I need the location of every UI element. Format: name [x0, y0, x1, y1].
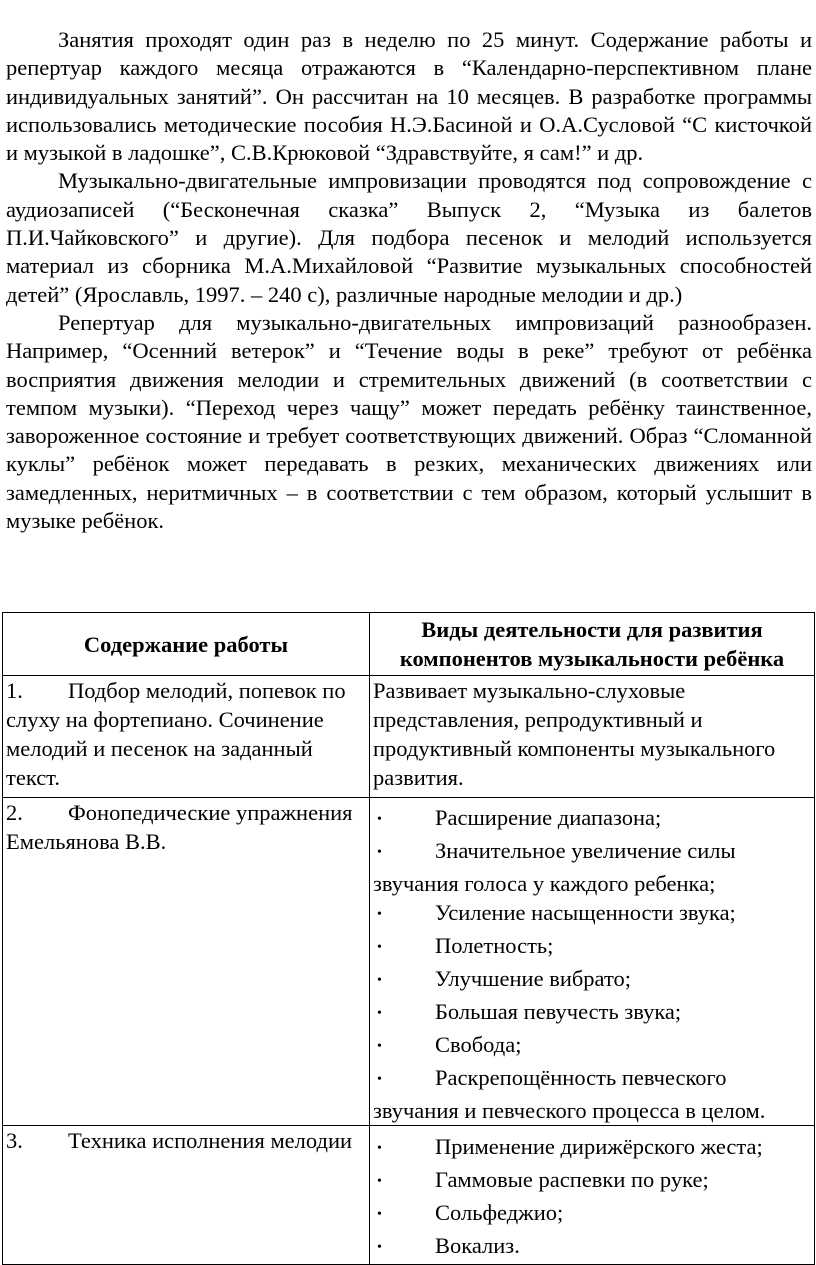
- bullet-icon: •: [377, 845, 382, 860]
- header-content: Содержание работы: [3, 613, 370, 676]
- list-item: • Раскрепощённость певческого звучания и певческого процесса в целом.: [373, 1065, 766, 1123]
- bullet-icon: •: [377, 1039, 382, 1054]
- activities-table: [2, 612, 815, 1265]
- row-3-content: [3, 1126, 370, 1265]
- bullet-icon: •: [377, 1141, 382, 1156]
- bullet-icon: •: [377, 1072, 382, 1087]
- row-3-number: 3.: [6, 1128, 23, 1153]
- row-1-number: 1.: [6, 678, 23, 703]
- row-2-number: 2.: [6, 800, 23, 825]
- row-3-activity: [370, 1126, 815, 1265]
- row-2-content-text: Фонопедические упражнения Емельянова В.В.: [6, 800, 353, 854]
- row-1-activity: Развивает музыкально-слуховые представления, репродуктивный и продуктивный компоненты музыкального развития.: [370, 676, 815, 798]
- list-item: • Применение дирижёрского жеста;: [373, 1132, 811, 1165]
- table-header-row: [3, 613, 815, 676]
- table-row: [3, 676, 815, 798]
- bullet-icon: •: [377, 1207, 382, 1222]
- bullet-icon: •: [377, 940, 382, 955]
- row-1-content: [3, 676, 370, 798]
- row-1-content-text: Подбор мелодий, попевок по слуху на фортепиано. Сочинение мелодий и песенок на заданный текст.: [6, 678, 346, 790]
- list-item: • Большая певучесть звука;: [373, 997, 811, 1030]
- table-row: [3, 798, 815, 1126]
- bullet-icon: •: [377, 812, 382, 827]
- list-item: • Улучшение вибрато;: [373, 964, 811, 997]
- bullet-icon: •: [377, 907, 382, 922]
- list-item: • Расширение диапазона;: [373, 803, 811, 836]
- row-3-content-text: Техника исполнения мелодии: [68, 1128, 353, 1153]
- row-2-activity: [370, 798, 815, 1126]
- paragraph-schedule: Занятия проходят один раз в неделю по 25 минут. Содержание работы и репертуар каждого месяца отражаются в “Календарно-перспективном плане индивидуальных занятий”. Он рассчитан на 10 месяцев. В разработке программы использовались методические пособия Н.Э.Басиной и О.А.Сусловой “С кисточкой и музыкой в ладошке”, С.В.Крюковой “Здравствуйте, я сам!” и др.: [6, 27, 812, 166]
- paragraph-improvisations: Музыкально-двигательные импровизации проводятся под сопровождение с аудиозаписей (“Бесконечная сказка” Выпуск 2, “Музыка из балетов П.И.Чайковского” и другие). Для подбора песенок и мелодий используется материал из сборника М.А.Михайловой “Развитие музыкальных способностей детей” (Ярославль, 1997. – 240 с), различные народные мелодии и др.): [6, 168, 812, 307]
- bullet-icon: •: [377, 1006, 382, 1021]
- paragraph-repertoire: Репертуар для музыкально-двигательных импровизаций разнообразен. Например, “Осенний ветерок” и “Течение воды в реке” требуют от ребёнка восприятия движения мелодии и стремительных движений (в соответствии с темпом музыки). “Переход через чащу” может передать ребёнку таинственное, завороженное состояние и требует соответствующих движений. Образ “Сломанной куклы” ребёнок может передавать в резких, механических движениях или замедленных, неритмичных – в соответствии с тем образом, который услышит в музыке ребёнок.: [6, 309, 812, 534]
- bullet-icon: •: [377, 973, 382, 988]
- bullet-icon: •: [377, 1174, 382, 1189]
- row-2-content: [3, 798, 370, 1126]
- list-item: • Гаммовые распевки по руке;: [373, 1165, 811, 1198]
- list-item: • Полетность;: [373, 931, 811, 964]
- row-3-activity-list: [373, 1132, 811, 1264]
- list-item: • Вокализ.: [373, 1231, 811, 1264]
- list-item: • Значительное увеличение силы звучания голоса у каждого ребенка;: [373, 838, 736, 896]
- row-2-activity-list: [373, 803, 811, 1125]
- table-row: [3, 1126, 815, 1265]
- list-item: • Сольфеджио;: [373, 1198, 811, 1231]
- document-body: [6, 26, 812, 535]
- list-item: • Усиление насыщенности звука;: [373, 898, 811, 931]
- header-activities: Виды деятельности для развития компонентов музыкальности ребёнка: [370, 613, 815, 676]
- bullet-icon: •: [377, 1240, 382, 1255]
- list-item: • Свобода;: [373, 1030, 811, 1063]
